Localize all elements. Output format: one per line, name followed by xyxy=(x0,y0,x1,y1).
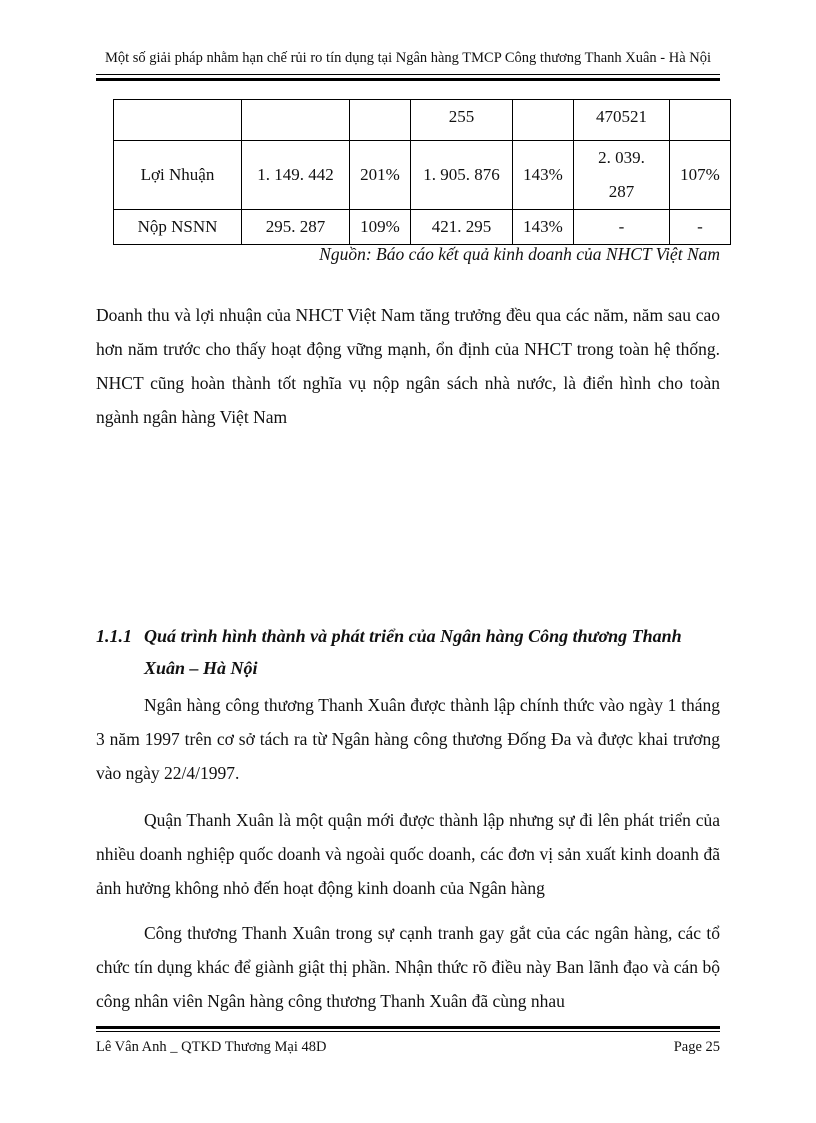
page-number: Page 25 xyxy=(673,1039,720,1055)
section-number: 1.1.1 xyxy=(96,626,132,646)
table-cell: 421. 295 xyxy=(411,210,513,245)
table-cell-line: 2. 039. xyxy=(598,148,645,167)
header-rule xyxy=(96,74,720,75)
table-cell: 1. 149. 442 xyxy=(242,141,350,210)
table-row xyxy=(114,100,731,141)
footer-author: Lê Vân Anh _ QTKD Thương Mại 48D xyxy=(96,1039,327,1055)
table-cell: 201% xyxy=(350,141,411,210)
header-rule-thick xyxy=(96,78,720,81)
table-source-caption: Nguồn: Báo cáo kết quả kinh doanh của NHCT Việt Nam xyxy=(319,244,720,264)
table-cell xyxy=(114,100,242,141)
table-cell: 109% xyxy=(350,210,411,245)
paragraph-district: Quận Thanh Xuân là một quận mới được thành lập nhưng sự đi lên phát triển của nhiều doanh nghiệp quốc doanh và ngoài quốc doanh, các đơn vị sản xuất kinh doanh đã ảnh hưởng không nhỏ đến hoạt động kinh doanh của Ngân hàng xyxy=(96,810,720,898)
section-heading xyxy=(96,620,720,684)
paragraph-summary: Doanh thu và lợi nhuận của NHCT Việt Nam tăng trưởng đều qua các năm, năm sau cao hơn năm trước cho thấy hoạt động vững mạnh, ổn định của NHCT trong toàn hệ thống. NHCT cũng hoàn thành tốt nghĩa vụ nộp ngân sách nhà nước, là điển hình cho toàn ngành ngân hàng Việt Nam xyxy=(96,305,720,427)
table-cell xyxy=(574,141,670,210)
table-cell: 295. 287 xyxy=(242,210,350,245)
table-cell-line: 287 xyxy=(608,182,635,201)
row-label-nop-nsnn: Nộp NSNN xyxy=(114,210,242,245)
section-title-line1: Quá trình hình thành và phát triển của Ngân hàng Công thương Thanh xyxy=(144,626,682,646)
table-cell: 1. 905. 876 xyxy=(411,141,513,210)
table-cell: - xyxy=(670,210,731,245)
footer-rule xyxy=(96,1031,720,1032)
table-cell: 143% xyxy=(513,210,574,245)
table-row xyxy=(114,210,731,245)
financial-table xyxy=(113,99,731,245)
table-cell xyxy=(513,100,574,141)
running-header: Một số giải pháp nhằm hạn chế rủi ro tín dụng tại Ngân hàng TMCP Công thương Thanh Xuân - Hà Nội xyxy=(104,50,712,66)
paragraph-founding: Ngân hàng công thương Thanh Xuân được thành lập chính thức vào ngày 1 tháng 3 năm 1997 trên cơ sở tách ra từ Ngân hàng công thương Đống Đa và được khai trương vào ngày 22/4/1997. xyxy=(96,695,720,783)
table-cell xyxy=(242,100,350,141)
table-cell: 143% xyxy=(513,141,574,210)
table-cell: 470521 xyxy=(574,100,670,141)
footer-rule-thick xyxy=(96,1026,720,1029)
table-cell: - xyxy=(574,210,670,245)
table-cell: 255 xyxy=(411,100,513,141)
table-cell xyxy=(350,100,411,141)
table-row xyxy=(114,141,731,210)
table-cell xyxy=(670,100,731,141)
row-label-loi-nhuan: Lợi Nhuận xyxy=(114,141,242,210)
section-title-line2: Xuân – Hà Nội xyxy=(144,658,258,678)
table-cell: 107% xyxy=(670,141,731,210)
paragraph-competition: Công thương Thanh Xuân trong sự cạnh tranh gay gắt của các ngân hàng, các tổ chức tín dụng khác để giành giật thị phần. Nhận thức rõ điều này Ban lãnh đạo và cán bộ công nhân viên Ngân hàng công thương Thanh Xuân đã cùng nhau xyxy=(96,923,720,1011)
